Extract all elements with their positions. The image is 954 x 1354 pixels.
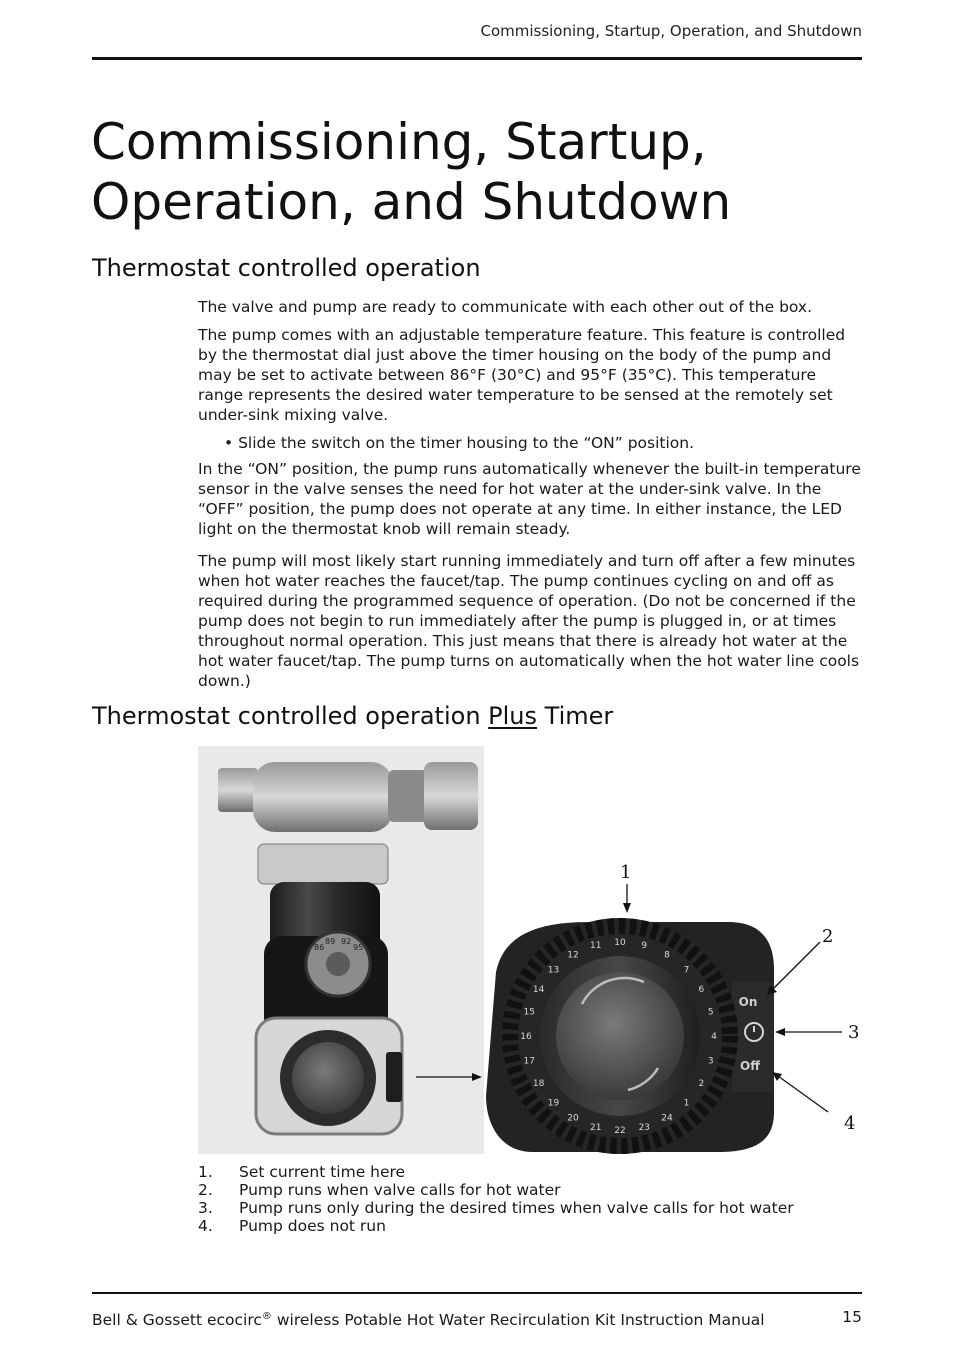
dial-number: 15 [523, 1007, 535, 1018]
dial-number: 6 [698, 985, 705, 995]
page-title [91, 112, 871, 232]
dial-number: 10 [614, 938, 626, 948]
running-header: Commissioning, Startup, Operation, and Shutdown [480, 22, 862, 40]
callout-4: 4 [844, 1113, 856, 1134]
dial-number: 8 [664, 950, 670, 961]
pump-and-timer-illustration [198, 746, 862, 1156]
timer-dial-closeup [486, 918, 774, 1154]
dial-number: 3 [707, 1056, 714, 1067]
dial-number: 20 [567, 1113, 579, 1124]
thermostat-mark-95: 95 [353, 943, 364, 952]
page-title-line-2: Operation, and Shutdown [91, 173, 732, 231]
header-rule [92, 57, 862, 60]
bullet-switch-on: • Slide the switch on the timer housing to the “ON” position. [224, 434, 695, 452]
dial-number: 11 [589, 941, 602, 952]
legend-item: 3. Pump runs only during the desired times when valve calls for hot water [198, 1199, 794, 1217]
pump-body [218, 762, 478, 1134]
dial-number: 22 [614, 1126, 626, 1136]
dial-number: 1 [683, 1098, 690, 1109]
heading-plus-underlined: Plus [488, 702, 538, 730]
dial-number: 14 [532, 985, 545, 995]
paragraph-on-off: In the “ON” position, the pump runs automatically whenever the built-in temperature sensor in the valve senses the need for hot water at the under-sink valve. In the “OFF” position, the pump does not operate at any time. In either instance, the LED light on the thermostat knob will remain steady. [198, 460, 861, 538]
legend-item: 4. Pump does not run [198, 1217, 386, 1235]
dial-number: 2 [698, 1079, 705, 1089]
switch-on-label: On [738, 995, 758, 1009]
paragraph-temperature: The pump comes with an adjustable temperature feature. This feature is controlled by the thermostat dial just above the timer housing on the body of the pump and may be set to activate between 86°F (30°C) and 95°F (35°C). This temperature range represents the desired water temperature to be sensed at the remotely set under-sink mixing valve. [198, 326, 846, 424]
page-title-line-1: Commissioning, Startup, [91, 113, 707, 171]
section-heading-thermostat: Thermostat controlled operation [92, 254, 481, 282]
section-body-thermostat [198, 297, 862, 699]
footer-rule [92, 1292, 862, 1294]
switch-off-label: Off [740, 1059, 760, 1073]
pointer-arrow [416, 1073, 482, 1081]
pump-timer-figure [198, 746, 862, 1156]
dial-number: 5 [707, 1007, 714, 1018]
callout-3: 3 [848, 1022, 860, 1043]
legend-item: 2. Pump runs when valve calls for hot water [198, 1181, 561, 1199]
heading-part-1: Thermostat controlled operation [92, 702, 489, 730]
dial-number: 23 [638, 1122, 651, 1133]
dial-number: 13 [547, 965, 560, 976]
callout-2: 2 [822, 926, 834, 947]
dial-number: 19 [547, 1098, 560, 1109]
paragraph-cycling: The pump will most likely start running immediately and turn off after a few minutes when hot water reaches the faucet/tap. The pump continues cycling on and off as required during the programmed sequence of operation. (Do not be concerned if the pump does not begin to run immediately after the pump is plugged in, or at times throughout normal operation. This just means that there is already hot water at the hot water faucet/tap. The pump turns on automatically when the hot water line cools down.) [198, 552, 860, 690]
thermostat-mark-86: 86 [314, 943, 325, 952]
dial-number: 16 [520, 1032, 532, 1042]
dial-number: 7 [683, 965, 690, 976]
dial-number: 9 [641, 941, 648, 952]
callout-1: 1 [620, 862, 632, 883]
heading-part-2: Timer [537, 702, 614, 730]
thermostat-mark-89: 89 [325, 937, 336, 946]
dial-number: 21 [589, 1122, 602, 1133]
paragraph-ready: The valve and pump are ready to communicate with each other out of the box. [198, 298, 813, 316]
dial-number: 12 [567, 950, 579, 961]
dial-number: 24 [661, 1113, 673, 1124]
footer-manual-title: Bell & Gossett ecocirc® wireless Potable Hot Water Recirculation Kit Instruction Manual [92, 1311, 765, 1330]
dial-number: 18 [532, 1079, 545, 1089]
dial-number: 17 [523, 1056, 535, 1067]
legend-item: 1. Set current time here [198, 1163, 406, 1181]
thermostat-mark-92: 92 [341, 937, 352, 946]
dial-number: 4 [711, 1032, 717, 1042]
page-number: 15 [842, 1308, 862, 1326]
figure-legend [198, 1163, 862, 1235]
section-heading-thermostat-plus-timer [92, 702, 613, 730]
